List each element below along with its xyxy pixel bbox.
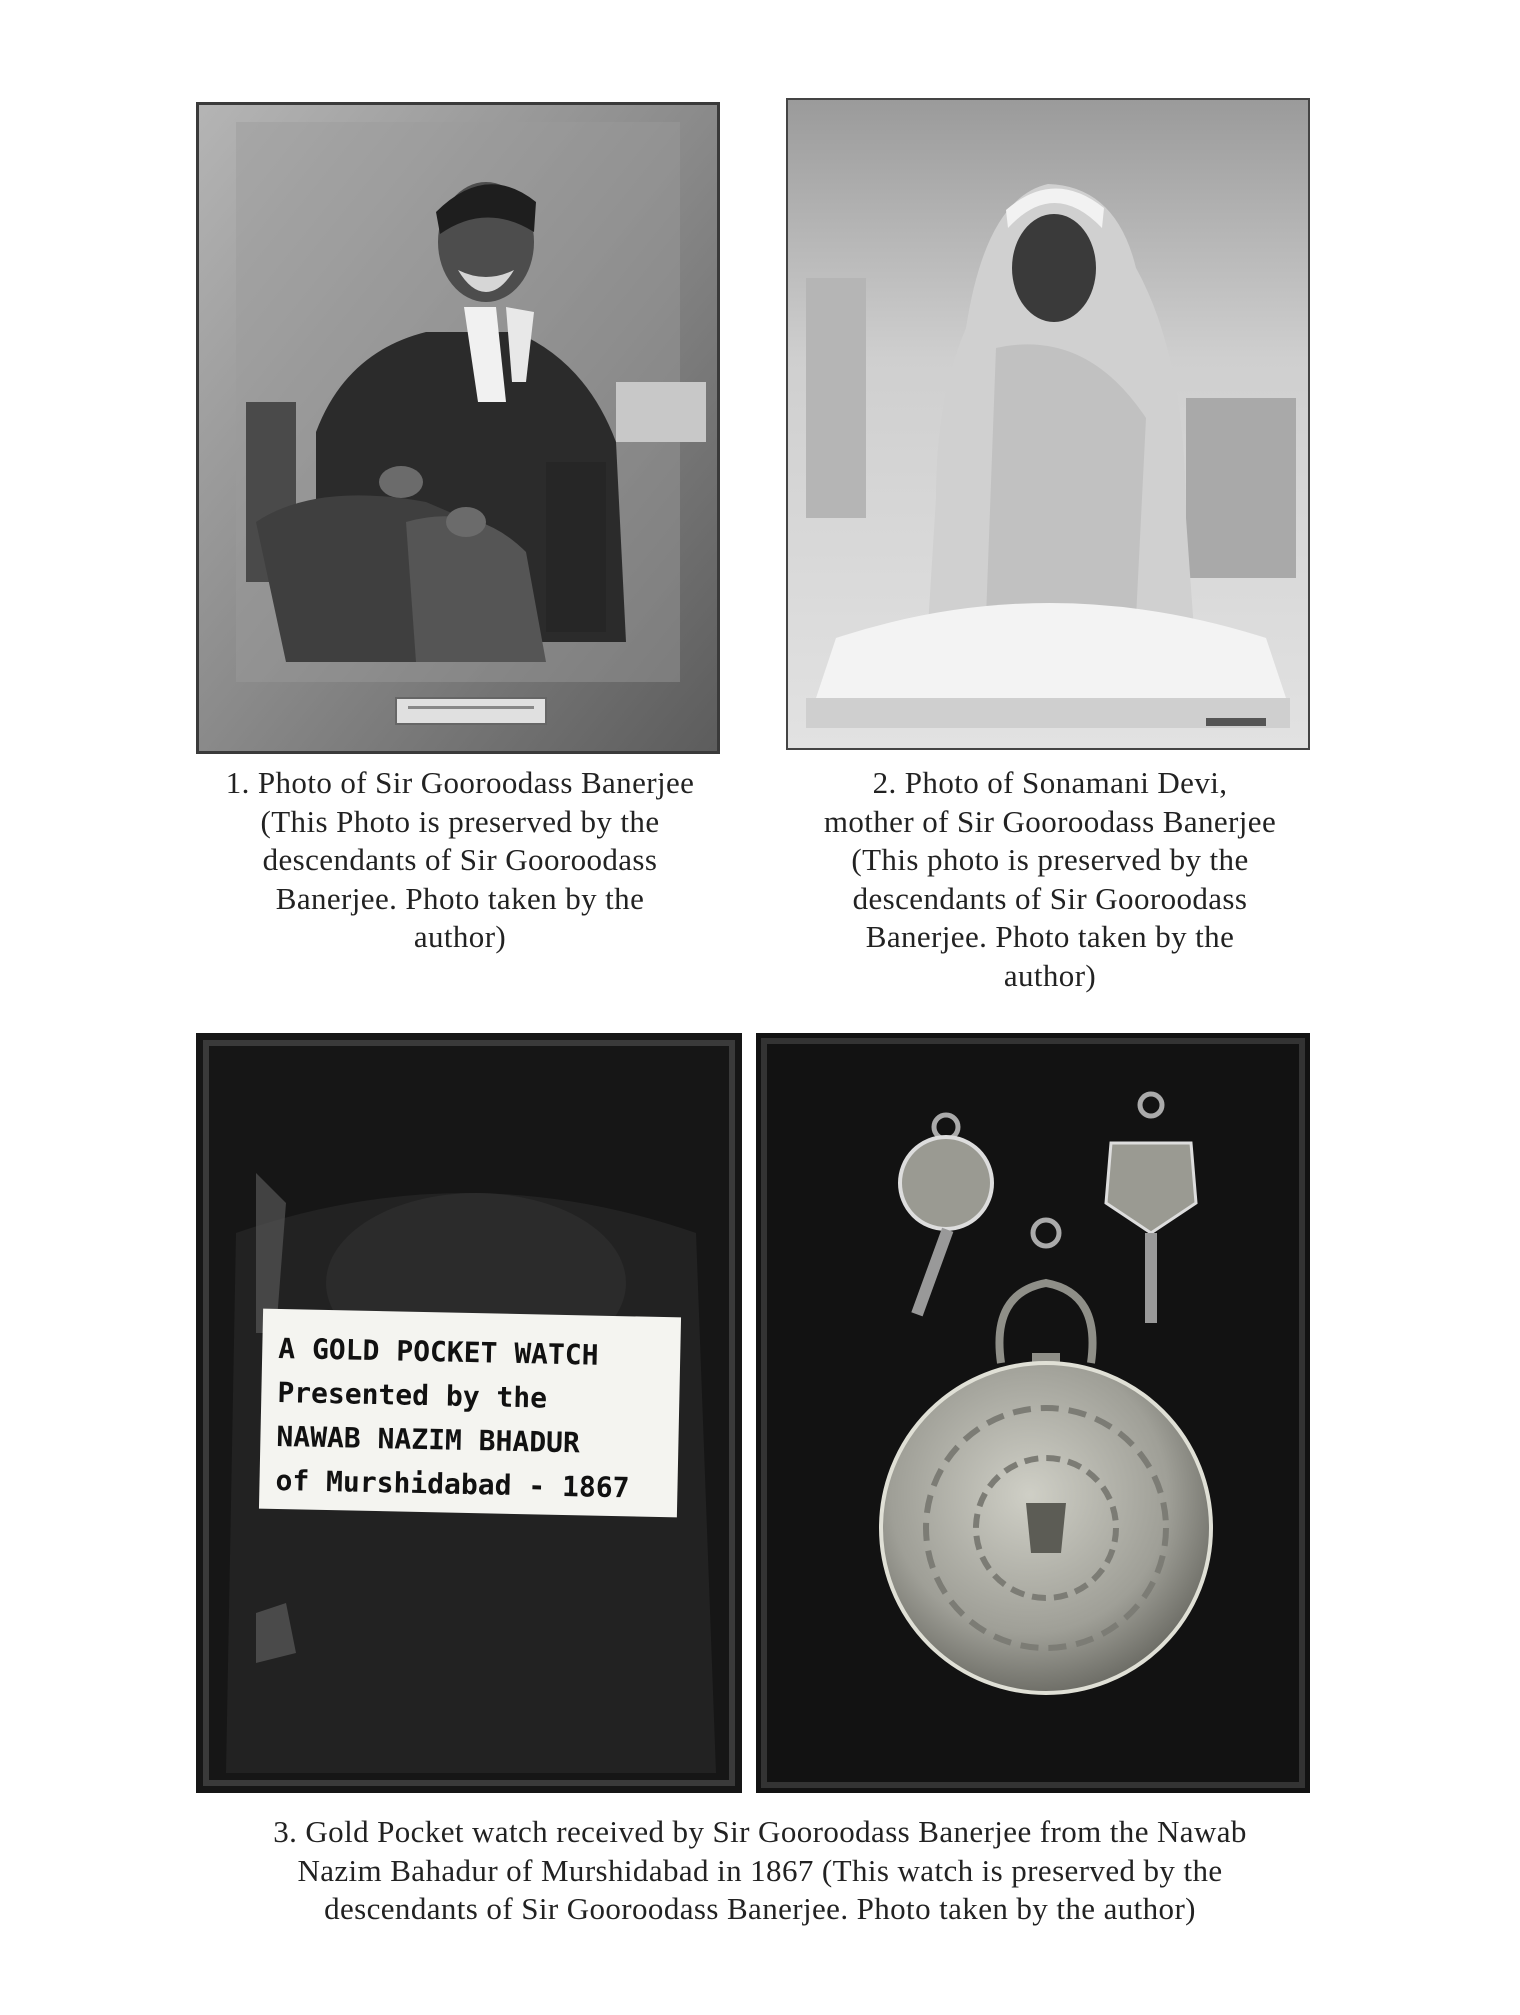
caption-line: Nazim Bahadur of Murshidabad in 1867 (This watch is preserved by the bbox=[297, 1852, 1223, 1888]
caption-line: 1. Photo of Sir Gooroodass Banerjee bbox=[225, 765, 695, 800]
gold-pocket-watch-photo bbox=[756, 1033, 1310, 1793]
label-line: NAWAB NAZIM BHADUR bbox=[276, 1419, 581, 1460]
caption-line: descendants of Sir Gooroodass Banerjee. Photo taken by the author) bbox=[324, 1891, 1196, 1926]
photo-3-caption bbox=[150, 1813, 1370, 1929]
label-line: of Murshidabad - 1867 bbox=[275, 1463, 630, 1505]
pocket-watch-illustration bbox=[756, 1033, 1310, 1793]
caption-line: descendants of Sir Gooroodass bbox=[852, 880, 1248, 916]
caption-line: Banerjee. Photo taken by the bbox=[865, 919, 1235, 954]
caption-line: (This Photo is preserved by the bbox=[260, 803, 660, 839]
photo-2-caption bbox=[770, 764, 1330, 995]
portrait-illustration bbox=[786, 98, 1310, 750]
portrait-photo-sonamani-devi bbox=[786, 98, 1310, 750]
caption-line: author) bbox=[1003, 957, 1097, 993]
label-line: A GOLD POCKET WATCH bbox=[277, 1331, 599, 1372]
caption-line: author) bbox=[413, 919, 507, 954]
photo-1-caption bbox=[180, 764, 740, 957]
caption-line: mother of Sir Gooroodass Banerjee bbox=[823, 803, 1277, 839]
watch-presentation-label bbox=[259, 1309, 681, 1518]
caption-line: 2. Photo of Sonamani Devi, bbox=[872, 765, 1228, 800]
label-line: Presented by the bbox=[277, 1375, 548, 1415]
caption-line: descendants of Sir Gooroodass bbox=[262, 842, 658, 877]
caption-line: Banerjee. Photo taken by the bbox=[275, 880, 645, 916]
caption-line: 3. Gold Pocket watch received by Sir Gooroodass Banerjee from the Nawab bbox=[273, 1814, 1247, 1849]
portrait-illustration bbox=[196, 102, 720, 754]
caption-line: (This photo is preserved by the bbox=[851, 842, 1249, 877]
watch-case-lid-photo bbox=[196, 1033, 742, 1793]
portrait-photo-gooroodass-banerjee bbox=[196, 102, 720, 754]
